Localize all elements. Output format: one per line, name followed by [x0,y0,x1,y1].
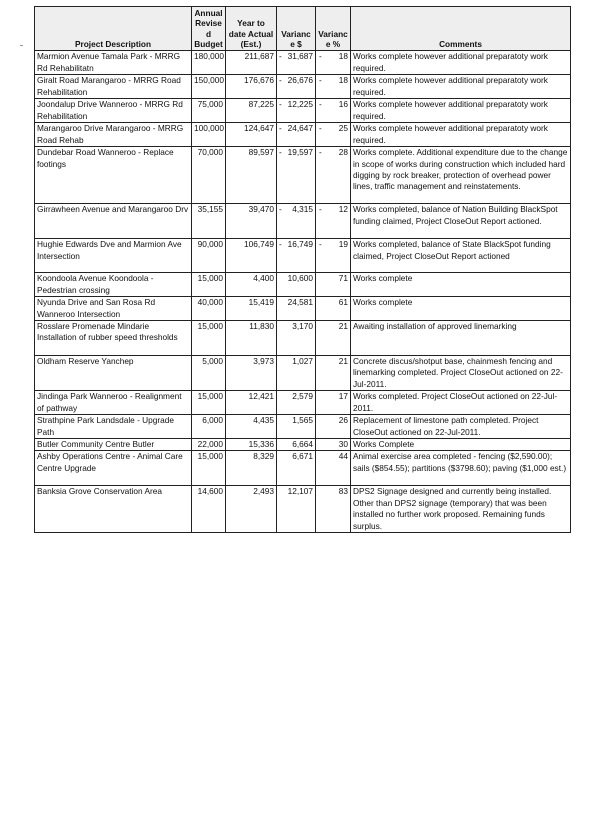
variance-pct-value: 18 [338,75,348,86]
cell-description: Oldham Reserve Yanchep [35,355,192,390]
table-row [35,320,571,355]
variance-value: 1,027 [292,355,313,366]
variance-sign: - [279,147,282,158]
variance-sign: - [279,51,282,62]
cell-comment: Concrete discus/shotput base, chainmesh fencing and linemarking completed. Project CloseOut actioned on 22-Jul-2011. [351,355,571,390]
variance-value: 31,687 [287,51,313,62]
cell-actual: 4,435 [226,415,277,439]
variance-pct-value: 61 [338,297,348,308]
cell-comment: Works completed, balance of Nation Building BlackSpot funding claimed, Project CloseOut Report actioned. [351,204,571,239]
table-row [35,204,571,239]
cell-budget: 15,000 [192,391,226,415]
cell-variance [277,239,316,273]
cell-variance-pct [316,320,351,355]
table-row [35,75,571,99]
cell-comment: Works complete however additional preparatoty work required. [351,123,571,147]
variance-value: 4,315 [292,204,313,215]
cell-budget: 15,000 [192,320,226,355]
table-row [35,297,571,321]
variance-sign: - [279,75,282,86]
cell-variance-pct [316,99,351,123]
header-description: Project Description [35,7,192,51]
table-row [35,439,571,451]
cell-description: Nyunda Drive and San Rosa Rd Wanneroo Intersection [35,297,192,321]
cell-budget: 40,000 [192,297,226,321]
cell-actual: 124,647 [226,123,277,147]
variance-value: 12,225 [287,99,313,110]
cell-description: Koondoola Avenue Koondoola - Pedestrian crossing [35,273,192,297]
cell-budget: 150,000 [192,75,226,99]
cell-variance [277,486,316,533]
cell-actual: 39,470 [226,204,277,239]
cell-comment: Works completed, balance of State BlackSpot funding claimed, Project CloseOut Report actioned [351,239,571,273]
variance-pct-value: 28 [338,147,348,158]
cell-comment: Works complete. Additional expenditure due to the change in scope of works during construction which included hard digging by rock breaker, protection of overhead power lines, traffic management and reinstatements. [351,147,571,204]
variance-value: 24,581 [287,297,313,308]
variance-pct-sign: - [319,204,322,215]
variance-pct-value: 83 [338,486,348,497]
cell-variance [277,297,316,321]
table-row [35,99,571,123]
cell-description: Rosslare Promenade Mindarie Installation of rubber speed thresholds [35,320,192,355]
variance-pct-value: 21 [338,320,348,331]
cell-variance [277,75,316,99]
variance-pct-sign: - [319,75,322,86]
variance-sign: - [279,123,282,134]
cell-budget: 90,000 [192,239,226,273]
variance-pct-sign: - [319,147,322,158]
table-row [35,273,571,297]
variance-sign: - [279,239,282,250]
scan-mark [20,45,23,46]
variance-pct-value: 19 [338,239,348,250]
cell-actual: 89,597 [226,147,277,204]
variance-value: 26,676 [287,75,313,86]
cell-variance-pct [316,297,351,321]
cell-description: Banksia Grove Conservation Area [35,486,192,533]
variance-pct-value: 44 [338,451,348,462]
cell-variance [277,147,316,204]
cell-variance [277,439,316,451]
cell-variance [277,451,316,486]
cell-budget: 22,000 [192,439,226,451]
variance-pct-value: 71 [338,273,348,284]
cell-comment: Works Complete [351,439,571,451]
cell-variance-pct [316,391,351,415]
variance-value: 6,664 [292,439,313,449]
cell-description: Dundebar Road Wanneroo - Replace footings [35,147,192,204]
cell-actual: 211,687 [226,51,277,75]
variance-pct-value: 17 [338,391,348,402]
variance-pct-value: 16 [338,99,348,110]
cell-variance-pct [316,355,351,390]
cell-variance [277,123,316,147]
header-comments: Comments [351,7,571,51]
cell-variance-pct [316,123,351,147]
cell-variance [277,415,316,439]
cell-description: Hughie Edwards Dve and Marmion Ave Intersection [35,239,192,273]
cell-budget: 180,000 [192,51,226,75]
cell-budget: 5,000 [192,355,226,390]
cell-actual: 4,400 [226,273,277,297]
cell-description: Jindinga Park Wanneroo - Realignment of pathway [35,391,192,415]
cell-description: Giralt Road Marangaroo - MRRG Road Rehabilitation [35,75,192,99]
cell-comment: Animal exercise area completed - fencing ($2,590.00); sails ($854.55); partitions ($3798.60); paving ($1,000 est.) [351,451,571,486]
table-row [35,123,571,147]
cell-description: Girrawheen Avenue and Marangaroo Drv [35,204,192,239]
cell-variance-pct [316,486,351,533]
cell-description: Ashby Operations Centre - Animal Care Centre Upgrade [35,451,192,486]
cell-actual: 2,493 [226,486,277,533]
cell-actual: 15,336 [226,439,277,451]
cell-actual: 15,419 [226,297,277,321]
cell-variance-pct [316,451,351,486]
cell-budget: 15,000 [192,273,226,297]
cell-variance [277,51,316,75]
cell-description: Joondalup Drive Wanneroo - MRRG Rd Rehabilitation [35,99,192,123]
cell-comment: Replacement of limestone path completed. Project CloseOut actioned on 22-Jul-2011. [351,415,571,439]
table-row [35,355,571,390]
variance-value: 3,170 [292,320,313,331]
cell-budget: 100,000 [192,123,226,147]
cell-budget: 15,000 [192,451,226,486]
variance-sign: - [279,99,282,110]
cell-comment: DPS2 Signage designed and currently being installed. Other than DPS2 signage (temporary) that was been installed no further work proposed. Remaining funds surplus. [351,486,571,533]
cell-variance-pct [316,239,351,273]
table-row [35,415,571,439]
cell-description: Marangaroo Drive Marangaroo - MRRG Road Rehab [35,123,192,147]
cell-description: Marmion Avenue Tamala Park - MRRG Rd Rehabilitatn [35,51,192,75]
cell-budget: 75,000 [192,99,226,123]
table-row [35,451,571,486]
variance-pct-value: 18 [338,51,348,62]
header-budget: Annual Revised Budget [192,7,226,51]
variance-value: 16,749 [287,239,313,250]
cell-variance-pct [316,204,351,239]
capital-works-table [34,6,571,533]
cell-variance-pct [316,51,351,75]
cell-actual: 87,225 [226,99,277,123]
cell-budget: 35,155 [192,204,226,239]
variance-value: 2,579 [292,391,313,402]
cell-variance-pct [316,273,351,297]
variance-pct-sign: - [319,99,322,110]
cell-variance-pct [316,439,351,451]
variance-sign: - [279,204,282,215]
table-row [35,486,571,533]
cell-budget: 70,000 [192,147,226,204]
cell-actual: 11,830 [226,320,277,355]
variance-value: 12,107 [287,486,313,497]
cell-actual: 8,329 [226,451,277,486]
cell-comment: Works completed. Project CloseOut actioned on 22-Jul-2011. [351,391,571,415]
cell-variance [277,355,316,390]
cell-variance [277,204,316,239]
cell-comment: Works complete however additional preparatoty work required. [351,51,571,75]
cell-variance [277,391,316,415]
cell-comment: Awaiting installation of approved linemarking [351,320,571,355]
header-variance: Variance $ [277,7,316,51]
cell-variance-pct [316,75,351,99]
table-row [35,147,571,204]
cell-comment: Works complete [351,273,571,297]
cell-actual: 12,421 [226,391,277,415]
cell-description: Strathpine Park Landsdale - Upgrade Path [35,415,192,439]
table-row [35,51,571,75]
variance-pct-sign: - [319,123,322,134]
variance-pct-sign: - [319,239,322,250]
cell-description: Butler Community Centre Butler [35,439,192,451]
header-row [35,7,571,51]
variance-value: 6,671 [292,451,313,462]
variance-value: 10,600 [287,273,313,284]
cell-variance [277,320,316,355]
variance-pct-value: 26 [338,415,348,426]
variance-pct-value: 21 [338,355,348,366]
header-variance-pct: Variance % [316,7,351,51]
variance-pct-value: 30 [338,439,348,449]
variance-pct-value: 25 [338,123,348,134]
cell-variance-pct [316,415,351,439]
variance-value: 19,597 [287,147,313,158]
table-row [35,239,571,273]
table-row [35,391,571,415]
variance-value: 24,647 [287,123,313,134]
cell-budget: 14,600 [192,486,226,533]
cell-comment: Works complete [351,297,571,321]
variance-pct-sign: - [319,51,322,62]
variance-value: 1,565 [292,415,313,426]
cell-variance [277,273,316,297]
cell-comment: Works complete however additional preparatoty work required. [351,75,571,99]
cell-actual: 3,973 [226,355,277,390]
cell-comment: Works complete however additional preparatoty work required. [351,99,571,123]
cell-actual: 106,749 [226,239,277,273]
cell-variance [277,99,316,123]
cell-budget: 6,000 [192,415,226,439]
header-actual: Year to date Actual (Est.) [226,7,277,51]
variance-pct-value: 12 [338,204,348,215]
cell-variance-pct [316,147,351,204]
cell-actual: 176,676 [226,75,277,99]
